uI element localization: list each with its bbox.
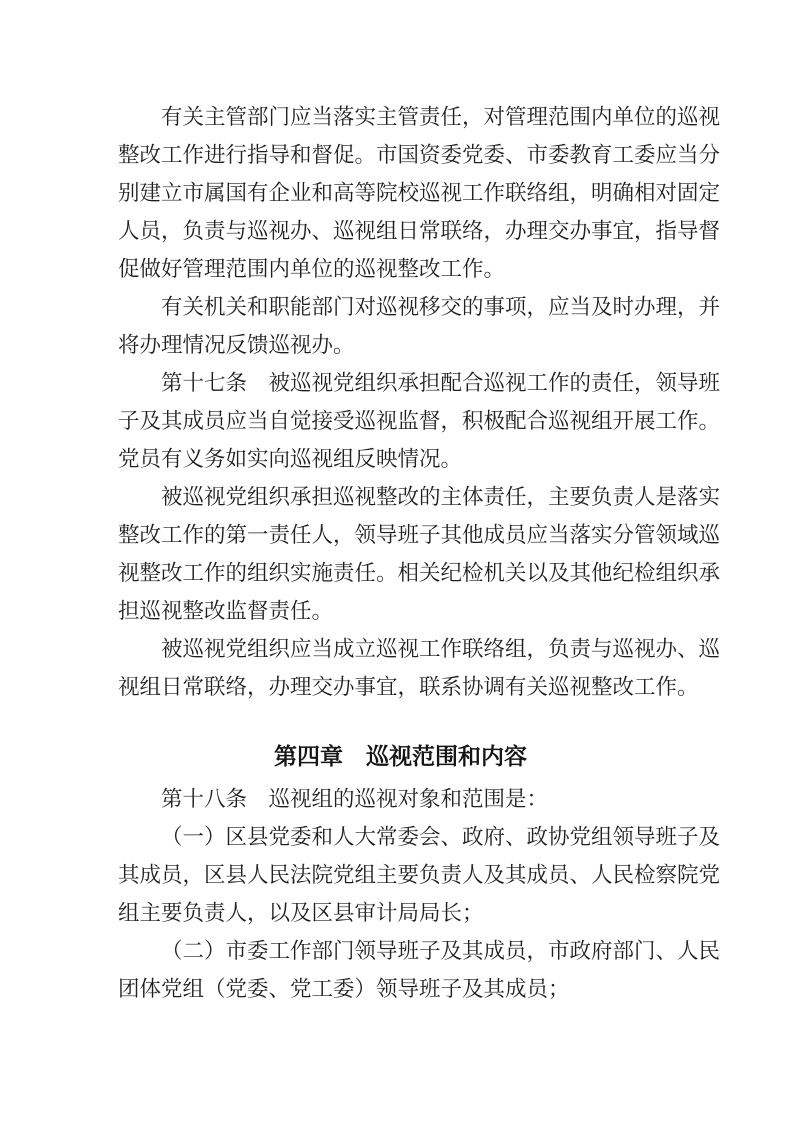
text-line: 团体党组（党委、党工委）领导班子及其成员； <box>118 977 570 1001</box>
text-line: 视整改工作的组织实施责任。相关纪检机关以及其他纪检组织承 <box>118 561 721 585</box>
text-line: 第十七条 被巡视党组织承担配合巡视工作的责任，领导班 <box>161 371 721 395</box>
paragraph <box>118 98 721 288</box>
chapter-heading: 第四章 巡视范围和内容 <box>274 744 527 769</box>
text-line: 整改工作的第一责任人，领导班子其他成员应当落实分管领域巡 <box>118 523 721 547</box>
text-line: 有关主管部门应当落实主管责任，对管理范围内单位的巡视 <box>161 105 721 129</box>
text-line: 被巡视党组织承担巡视整改的主体责任，主要负责人是落实 <box>161 485 721 509</box>
paragraph <box>118 630 721 706</box>
text-line: 人员，负责与巡视办、巡视组日常联络，办理交办事宜，指导督 <box>118 219 721 243</box>
text-line: 促做好管理范围内单位的巡视整改工作。 <box>118 257 506 281</box>
paragraph <box>118 364 721 478</box>
text-line: 被巡视党组织应当成立巡视工作联络组，负责与巡视办、巡 <box>161 637 721 661</box>
text-line: （二）市委工作部门领导班子及其成员，市政府部门、人民 <box>161 939 721 963</box>
text-line: 有关机关和职能部门对巡视移交的事项，应当及时办理，并 <box>161 295 721 319</box>
text-line: 视组日常联络，办理交办事宜，联系协调有关巡视整改工作。 <box>118 675 699 699</box>
paragraph <box>118 288 721 364</box>
text-block <box>118 98 721 1008</box>
text-line: 组主要负责人，以及区县审计局局长； <box>118 901 484 925</box>
text-line: 担巡视整改监督责任。 <box>118 599 334 623</box>
text-line: 整改工作进行指导和督促。市国资委党委、市委教育工委应当分 <box>118 143 721 167</box>
text-line: 别建立市属国有企业和高等院校巡视工作联络组，明确相对固定 <box>118 181 721 205</box>
text-line: 其成员，区县人民法院党组主要负责人及其成员、人民检察院党 <box>118 863 721 887</box>
paragraph <box>118 780 683 818</box>
text-line: （一）区县党委和人大常委会、政府、政协党组领导班子及 <box>161 825 721 849</box>
paragraph <box>118 818 721 932</box>
paragraph <box>118 478 721 630</box>
text-line: 党员有义务如实向巡视组反映情况。 <box>118 447 463 471</box>
paragraph <box>118 932 721 1008</box>
text-line: 将办理情况反馈巡视办。 <box>118 333 355 357</box>
text-line: 第十八条 巡视组的巡视对象和范围是： <box>161 787 549 811</box>
text-line: 子及其成员应当自觉接受巡视监督，积极配合巡视组开展工作。 <box>118 409 721 433</box>
